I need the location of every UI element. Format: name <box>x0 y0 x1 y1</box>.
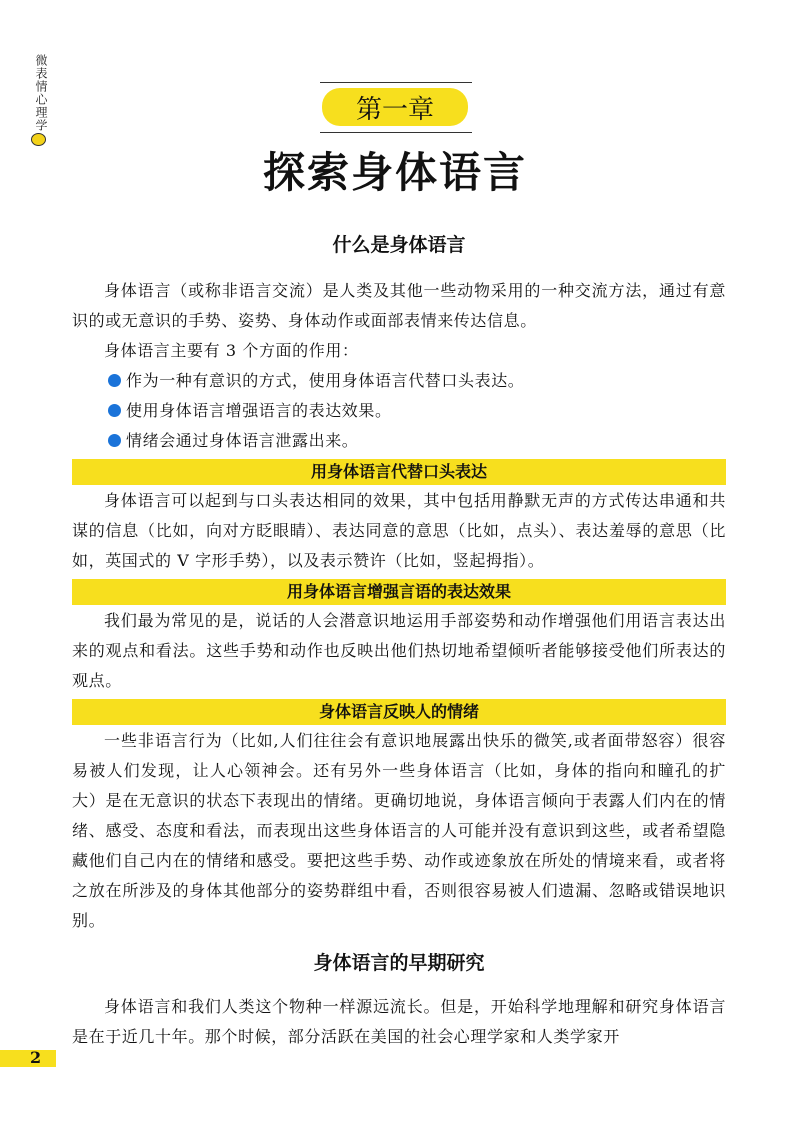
list-item-text: 作为一种有意识的方式，使用身体语言代替口头表达。 <box>126 371 525 390</box>
page-number: 2 <box>30 1048 42 1067</box>
paragraph: 一些非语言行为（比如,人们往往会有意识地展露出快乐的微笑,或者面带怒容）很容易被人们发现，让人心领神会。还有另外一些身体语言（比如，身体的指向和瞳孔的扩大）是在无意识的状态下表现出的情绪。更确切地说，身体语言倾向于表露人们内在的情绪、感受、态度和看法，而表现出这些身体语言的人可能并没有意识到这些，或者希望隐藏他们自己内在的情绪和感受。要把这些手势、动作或迹象放在所处的情境来看，或者将之放在所涉及的身体其他部分的姿势群组中看，否则很容易被人们遗漏、忽略或错误地识别。 <box>72 731 726 930</box>
list-item-text: 情绪会通过身体语言泄露出来。 <box>126 431 359 450</box>
side-label: 微表情心理学 <box>34 54 48 132</box>
section-bar-replace: 用身体语言代替口头表达 <box>72 459 726 485</box>
paragraph: 身体语言（或称非语言交流）是人类及其他一些动物采用的一种交流方法，通过有意识的或无意识的手势、姿势、身体动作或面部表情来传达信息。 <box>72 281 726 330</box>
list-item-text: 使用身体语言增强语言的表达效果。 <box>126 401 392 420</box>
section-bar-reflect: 身体语言反映人的情绪 <box>72 699 726 725</box>
section-heading-what-is: 什么是身体语言 <box>332 234 466 256</box>
chapter-rule-top <box>320 82 472 83</box>
section-heading-early: 身体语言的早期研究 <box>313 952 485 974</box>
paragraph: 身体语言主要有 3 个方面的作用： <box>104 341 359 360</box>
paragraph: 我们最为常见的是，说话的人会潜意识地运用手部姿势和动作增强他们用语言表达出来的观点和看法。这些手势和动作也反映出他们热切地希望倾听者能够接受他们所表达的观点。 <box>72 611 726 690</box>
chapter-badge <box>322 88 468 126</box>
list-item <box>72 396 726 426</box>
paragraph: 身体语言和我们人类这个物种一样源远流长。但是，开始科学地理解和研究身体语言是在于近几十年。那个时候，部分活跃在美国的社会心理学家和人类学家开 <box>72 997 726 1046</box>
bullet-icon <box>108 404 121 417</box>
paragraph: 身体语言可以起到与口头表达相同的效果，其中包括用静默无声的方式传达串通和共谋的信息（比如，向对方眨眼睛）、表达同意的意思（比如，点头）、表达羞辱的意思（比如，英国式的 V 字形手势），以及表示赞许（比如，竖起拇指）。 <box>72 491 726 570</box>
chapter-title: 探索身体语言 <box>262 148 527 197</box>
page-content <box>72 230 726 1052</box>
page-number-bar <box>0 1050 56 1067</box>
bullet-icon <box>108 374 121 387</box>
list-item <box>72 366 726 396</box>
chapter-number: 第一章 <box>355 94 434 125</box>
chapter-rule-bottom <box>320 132 472 133</box>
bullet-icon <box>108 434 121 447</box>
section-bar-enhance: 用身体语言增强言语的表达效果 <box>72 579 726 605</box>
list-item <box>72 426 726 456</box>
